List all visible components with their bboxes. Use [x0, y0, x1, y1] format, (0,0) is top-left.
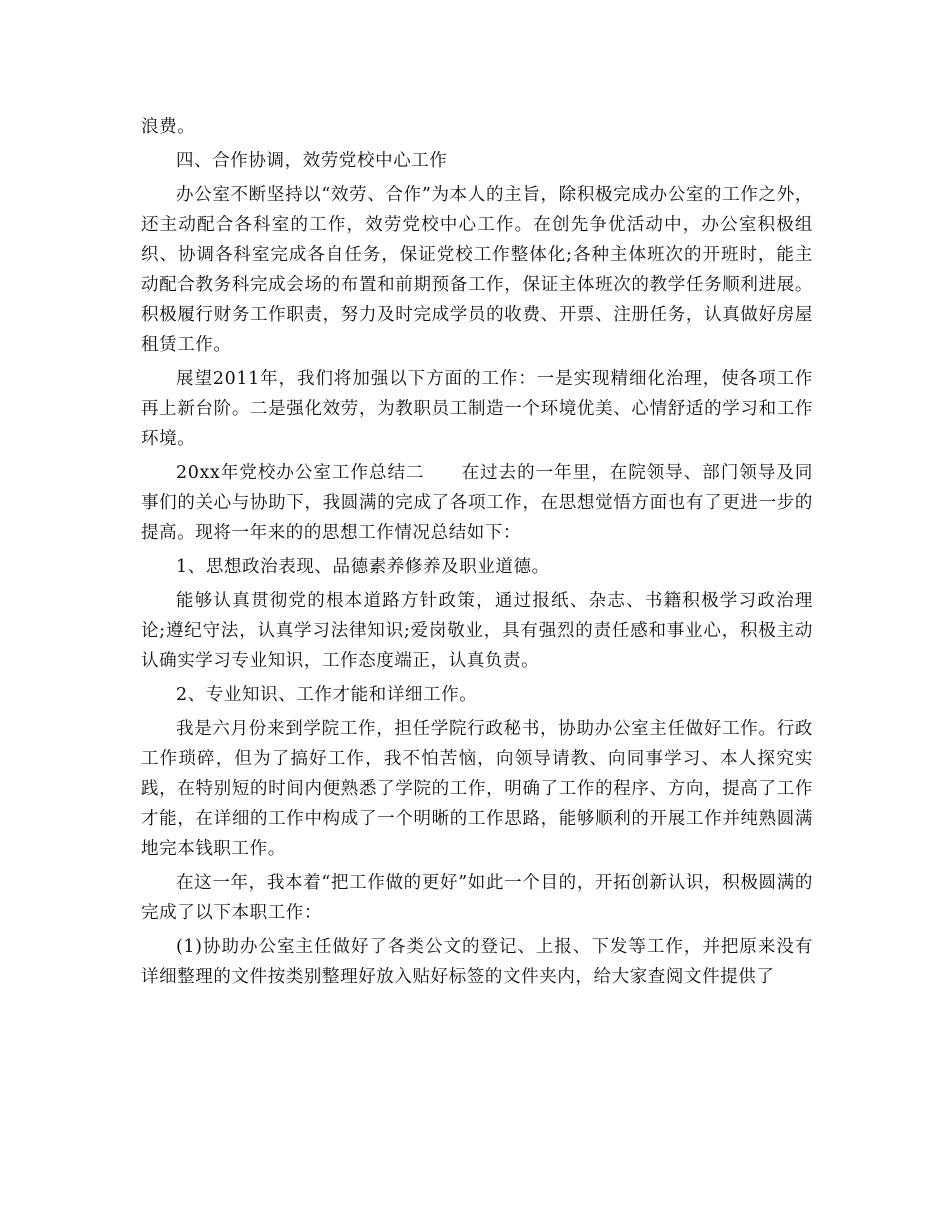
paragraph: 办公室不断坚持以“效劳、合作”为本人的主旨，除积极完成办公室的工作之外，还主动配合各科室的工作，效劳党校中心工作。在创先争优活动中，办公室积极组织、协调各科室完成各自任务，保证党校工作整体化;各种主体班次的开班时，能主动配合教务科完成会场的布置和前期预备工作，保证主体班次的教学任务顺利进展。积极履行财务工作职责，努力及时完成学员的收费、开票、注册任务，认真做好房屋租赁工作。	[141, 185, 813, 355]
section-heading-2: 2、专业知识、工作才能和详细工作。	[176, 685, 478, 705]
section-heading-1: 1、思想政治表现、品德素养修养及职业道德。	[176, 557, 550, 577]
paragraph: 展望2011年，我们将加强以下方面的工作：一是实现精细化治理，使各项工作再上新台阶。二是强化效劳，为教职员工制造一个环境优美、心情舒适的学习和工作环境。	[141, 369, 813, 449]
paragraph: 在这一年，我本着“把工作做的更好”如此一个目的，开拓创新认识，积极圆满的完成了以下本职工作：	[141, 873, 813, 923]
paragraph-continuation: 浪费。	[141, 117, 196, 137]
paragraph: 能够认真贯彻党的根本道路方针政策，通过报纸、杂志、书籍积极学习政治理论;遵纪守法，认真学习法律知识;爱岗敬业，具有强烈的责任感和事业心，积极主动认确实学习专业知识，工作态度端正，认真负责。	[141, 591, 813, 671]
paragraph: 我是六月份来到学院工作，担任学院行政秘书，协助办公室主任做好工作。行政工作琐碎，但为了搞好工作，我不怕苦恼，向领导请教、向同事学习、本人探究实践，在特别短的时间内便熟悉了学院的工作，明确了工作的程序、方向，提高了工作才能，在详细的工作中构成了一个明晰的工作思路，能够顺利的开展工作并纯熟圆满地完本钱职工作。	[141, 719, 813, 859]
paragraph-title-two: 20xx年党校办公室工作总结二 在过去的一年里，在院领导、部门领导及同事们的关心与协助下，我圆满的完成了各项工作，在思想觉悟方面也有了更进一步的提高。现将一年来的的思想工作情况总结如下：	[141, 463, 813, 543]
section-heading-4: 四、合作协调，效劳党校中心工作	[176, 151, 448, 171]
paragraph: (1)协助办公室主任做好了各类公文的登记、上报、下发等工作，并把原来没有详细整理的文件按类别整理好放入贴好标签的文件夹内，给大家查阅文件提供了	[141, 937, 813, 987]
document-body	[141, 112, 813, 996]
